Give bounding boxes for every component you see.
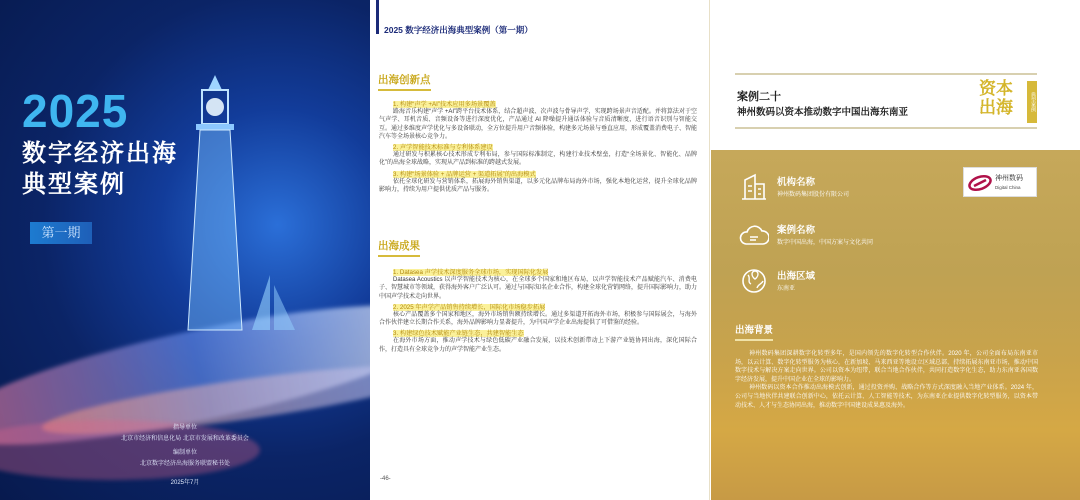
org-label: 编制单位 xyxy=(172,450,197,456)
cover-title-line: 数字经济出海 xyxy=(22,140,178,167)
guide-label: 指导单位 xyxy=(172,425,197,431)
paragraph: 路海音乐构建“声学 +AI”跨平台技术体系，结合超声波、次声波与骨导声学，实现跨场景声音适配。并将算法对于空气声学、耳机音质、音频设备等进行深度优化，产品通过 AI 降噪提升通话体验与音质清晰度，进行语音识别与智能交互。通过多维度声学优化与多设备联动，全方位提升用户音频体验，构建多元场景与垂直应用，形成覆盖消费电子、智能汽车等全场景核心竞争力。 xyxy=(379,109,698,140)
case-title: 神州数码以资本推动数字中国出海东南亚 xyxy=(737,107,909,118)
paragraph: 神州数码集团深耕数字化转型多年，是国内领先的数字化转型合作伙伴。2020 年，公司全面布局东南亚市场，以云计算、数字化转型服务为核心，在新加坡、马来西亚等地设立区域总部，持续拓展东南亚市场，推动中国数字技术与解决方案走向世界。公司以资本为纽带，联合当地合作伙伴，共同打造数字化生态，助力东南亚各国数字经济发展，提升中国企业在全球的影响力。 xyxy=(735,351,1038,383)
case-label: 案例名称 xyxy=(777,225,816,236)
paragraph: 神州数码以资本合作推动出海模式创新，通过投资并购、战略合作等方式深度融入当地产业体系。2024 年，公司与当地伙伴共建联合创新中心，依托云计算、人工智能等技术，为东南亚企业提供数字化转型服务，以资本带动技术、人才与生态协同出海，推动数字中国建设成果惠及海外。 xyxy=(735,385,1038,409)
org-value: 神州数码集团股份有限公司 xyxy=(777,192,850,198)
lighthouse-illustration xyxy=(170,70,260,340)
case-info-panel xyxy=(711,150,1080,500)
subheading: 2. 2025 年声学产品销售持续增长，国际化市场稳步拓展 xyxy=(393,303,546,311)
building-icon xyxy=(739,172,769,202)
subheading: 3. 构建“场景体验 + 品牌运营 + 渠道拓展”的出海模式 xyxy=(393,170,536,178)
section-title: 出海创新点 xyxy=(378,72,431,91)
subheading: 2. 声学智能技术标准与专利体系建设 xyxy=(393,144,493,152)
case-number: 案例二十 xyxy=(737,91,781,103)
header-bar xyxy=(376,0,379,34)
category-sub-tag: 典型案例 xyxy=(1027,81,1037,123)
section-results xyxy=(379,266,697,354)
page-number: -46- xyxy=(380,476,391,482)
org-unit: 北京数字经济出海服务联盟秘书处 xyxy=(139,461,230,467)
subheading: 1. Datasea 声学技术深度服务全球市场，实现国际化发展 xyxy=(393,269,549,276)
cover-title xyxy=(22,138,178,200)
content-page xyxy=(370,0,710,500)
paragraph: 核心产品覆盖多个国家和地区，海外市场销售额持续增长。通过多渠道开拓海外市场，积极参与国际展会，与海外合作伙伴建立长期合作关系，海外品牌影响力显著提升，为中国声学企业出海提供了可借鉴的经验。 xyxy=(379,311,697,327)
paragraph: 在海外市场方面，推动声学技术与绿色低碳产业融合发展，以技术创新带动上下游产业链协同出海，深化国际合作，打造具有全球竞争力的声学智能产业生态。 xyxy=(379,338,697,353)
sailboat-illustration xyxy=(250,270,310,340)
page-header: 2025 数字经济出海典型案例（第一期） xyxy=(384,25,533,35)
logo-text: 神州数码 xyxy=(995,175,1023,182)
globe-location-icon xyxy=(739,266,769,296)
section-title: 出海成果 xyxy=(378,238,420,257)
cover-year: 2025 xyxy=(22,85,129,137)
subheading: 3. 构建绿色技术赋能产业链生态，共建智能生态 xyxy=(393,330,524,338)
guide-units: 北京市经济和信息化局 北京市发展和改革委员会 xyxy=(121,436,249,442)
report-cover xyxy=(0,0,370,500)
case-page xyxy=(711,0,1080,500)
background-text xyxy=(735,350,1038,410)
paragraph: Datasea Acoustics 以声学智能技术为核心，在全球多个国家和地区布局，以声学智能技术产品赋能汽车、消费电子、智慧城市等领域，获得海外客户广泛认可。通过与国际知名企业合作，构建全球化营销网络，提升国际影响力，助力中国声学技术走向世界。 xyxy=(379,277,698,300)
logo-mark xyxy=(968,172,992,194)
cloud-icon xyxy=(739,220,769,250)
section-innovation xyxy=(379,98,697,194)
subheading: 1. 构建“声学 +AI”技术应用多场景覆盖 xyxy=(393,101,496,108)
company-logo xyxy=(963,167,1037,197)
paragraph: 通过研发与积累核心技术形成专利布局，参与国际标准制定，构建行业技术壁垒，打造“全场景化、智能化、品牌化”的出海全球战略，实现从产品到标准的跨越式发展。 xyxy=(379,152,697,167)
logo-text: Digital China xyxy=(995,185,1021,190)
background-title: 出海背景 xyxy=(735,322,773,341)
region-label: 出海区域 xyxy=(777,271,816,282)
region-value: 东南亚 xyxy=(777,286,796,292)
cover-date: 2025年7月 xyxy=(170,480,200,486)
case-header xyxy=(735,73,1037,129)
cover-title-line: 典型案例 xyxy=(22,171,126,198)
issue-badge: 第一期 xyxy=(30,222,92,244)
case-value: 数字中国出海，中国方案与文化共同 xyxy=(777,240,874,246)
category-tag: 资本出海 xyxy=(979,79,1013,117)
paragraph: 依托全球化研发与营销体系，拓展海外销售渠道，以多元化品牌布局海外市场，强化本地化运营，提升全球化品牌影响力，持续为用户提供优质产品与服务。 xyxy=(379,178,697,194)
org-label: 机构名称 xyxy=(777,177,816,188)
